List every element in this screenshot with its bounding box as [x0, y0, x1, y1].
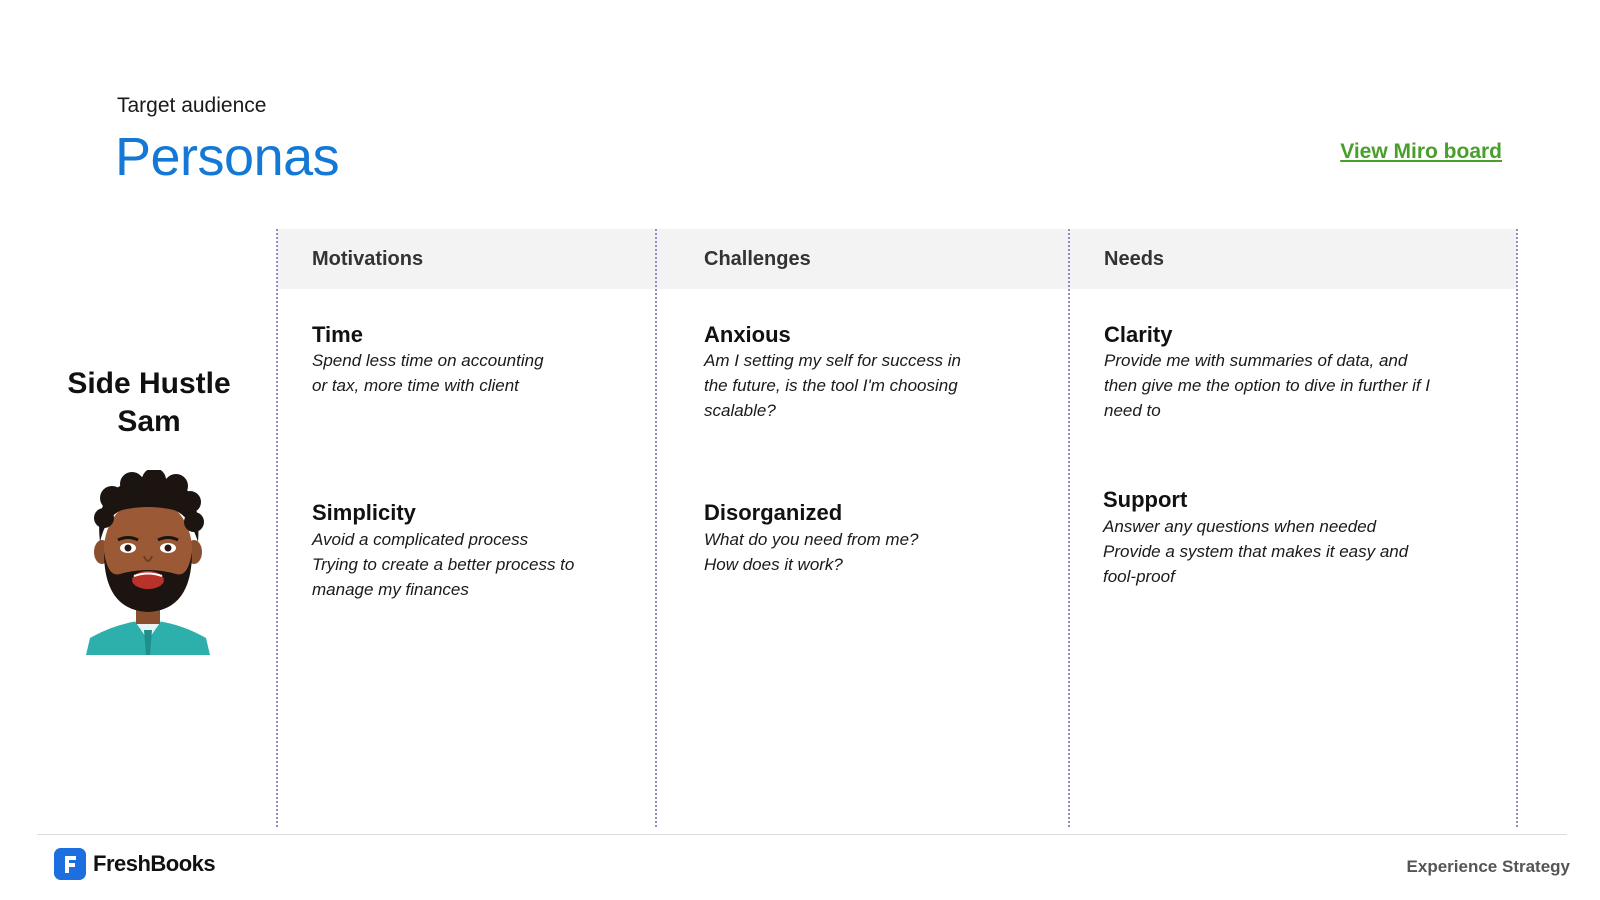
column-divider	[1068, 229, 1070, 827]
item-title: Anxious	[704, 322, 791, 347]
item-title: Disorganized	[704, 500, 843, 525]
column-divider	[1516, 229, 1518, 827]
column-heading-motivations: Motivations	[312, 248, 424, 270]
item-body: Avoid a complicated process Trying to create a better process to manage my finances	[312, 530, 575, 599]
table-header-band	[277, 229, 1517, 289]
item-title: Time	[312, 322, 363, 347]
column-divider	[276, 229, 278, 827]
column-heading-needs: Needs	[1104, 248, 1165, 270]
eyebrow-label: Target audience	[117, 94, 267, 117]
item-body: What do you need from me? How does it work?	[704, 530, 919, 574]
page-title: Personas	[115, 127, 340, 187]
item-title: Support	[1103, 487, 1188, 512]
item-body: Spend less time on accounting or tax, more time with client	[312, 351, 544, 395]
brand-name: FreshBooks	[93, 851, 216, 876]
item-body: Answer any questions when needed Provide a system that makes it easy and fool-proof	[1103, 517, 1409, 586]
column-heading-challenges: Challenges	[704, 248, 811, 270]
view-miro-board-link[interactable]: View Miro board	[1340, 140, 1502, 163]
item-body: Am I setting my self for success in the future, is the tool I'm choosing scalable?	[704, 351, 961, 420]
column-divider	[655, 229, 657, 827]
person-avatar-icon	[78, 470, 218, 655]
item-title: Simplicity	[312, 500, 416, 525]
item-title: Clarity	[1104, 322, 1173, 347]
footer-divider	[37, 834, 1567, 835]
freshbooks-logo	[54, 848, 215, 880]
footer-label: Experience Strategy	[1406, 857, 1570, 876]
item-body: Provide me with summaries of data, and then give me the option to dive in further if I need to	[1104, 351, 1431, 420]
freshbooks-logo-icon	[54, 848, 86, 880]
persona-name: Side Hustle Sam	[67, 367, 231, 438]
